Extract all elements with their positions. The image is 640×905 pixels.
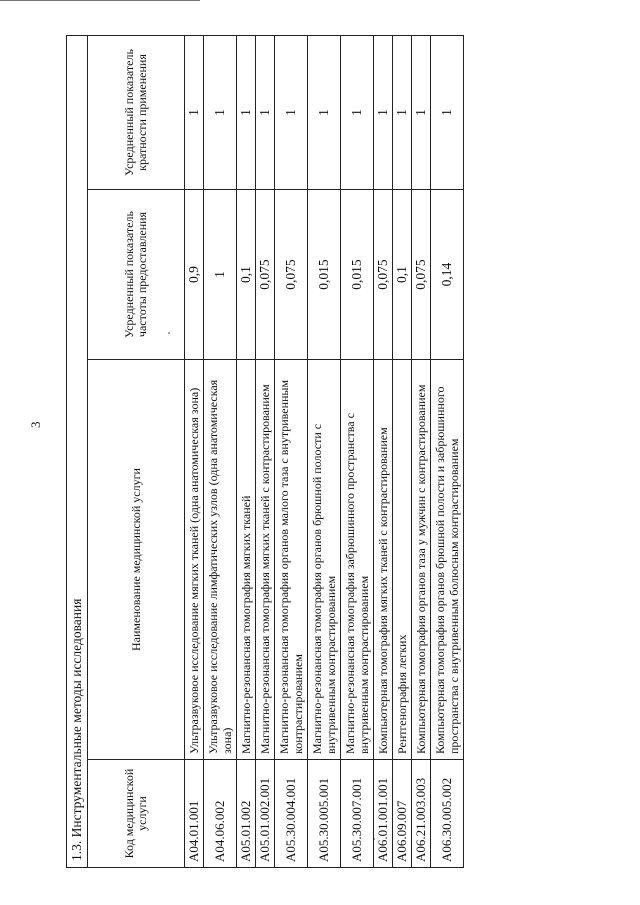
- service-name-cell: Компьютерная томография органов таза у мужчин с контрастированием: [412, 360, 431, 760]
- service-name-cell: Магнитно-резонансная томография забрюшинного пространства с внутривенным контрастированием: [341, 360, 374, 760]
- frequency-cell: 0,1: [393, 190, 412, 360]
- multiplicity-cell: 1: [374, 35, 393, 189]
- table-row: [185, 35, 204, 867]
- table-row: [341, 35, 374, 867]
- multiplicity-cell: 1: [275, 35, 308, 189]
- header-multiplicity: Усредненный показатель кратности применения: [88, 35, 185, 189]
- section-row: [67, 35, 88, 867]
- multiplicity-cell: 1: [431, 35, 464, 189]
- multiplicity-cell: 1: [393, 35, 412, 189]
- table-row: [412, 35, 431, 867]
- multiplicity-cell: 1: [256, 35, 275, 189]
- header-row: [88, 35, 185, 867]
- frequency-cell: 0,075: [275, 190, 308, 360]
- table-row: [374, 35, 393, 867]
- service-code-cell: A06.01.001.001: [374, 760, 393, 868]
- service-code-cell: A05.30.004.001: [275, 760, 308, 868]
- service-name-cell: Ультразвуковое исследование лимфатических узлов (одна анатомическая зона): [204, 360, 237, 760]
- service-code-cell: A06.21.003.003: [412, 760, 431, 868]
- rotated-page-content: [66, 36, 596, 868]
- frequency-cell: 1: [204, 190, 237, 360]
- multiplicity-cell: 1: [237, 35, 256, 189]
- top-rule: [0, 0, 200, 1]
- frequency-cell: 0,015: [341, 190, 374, 360]
- multiplicity-cell: 1: [185, 35, 204, 189]
- table-row: [204, 35, 237, 867]
- service-name-cell: Ультразвуковое исследование мягких тканей (одна анатомическая зона): [185, 360, 204, 760]
- service-name-cell: Компьютерная томография органов брюшной полости и забрюшинного пространства с внутривенным болюсным контрастированием: [431, 360, 464, 760]
- service-name-cell: Магнитно-резонансная томография мягких тканей с контрастированием: [256, 360, 275, 760]
- section-title: 1.3. Инструментальные методы исследования: [67, 35, 88, 867]
- frequency-cell: 0,075: [256, 190, 275, 360]
- service-name-cell: Магнитно-резонансная томография мягких тканей: [237, 360, 256, 760]
- service-name-cell: Магнитно-резонансная томография органов малого таза с внутривенным контрастированием: [275, 360, 308, 760]
- header-frequency: Усредненный показатель частоты предоставления: [88, 190, 185, 360]
- frequency-cell: 0,9: [185, 190, 204, 360]
- service-name-cell: Рентгенография легких: [393, 360, 412, 760]
- header-code: Код медицинской услуги: [88, 760, 185, 868]
- table-row: [431, 35, 464, 867]
- frequency-cell: 0,075: [374, 190, 393, 360]
- multiplicity-cell: 1: [412, 35, 431, 189]
- service-name-cell: Компьютерная томография мягких тканей с контрастированием: [374, 360, 393, 760]
- multiplicity-cell: 1: [341, 35, 374, 189]
- frequency-cell: 0,1: [237, 190, 256, 360]
- service-code-cell: A05.01.002: [237, 760, 256, 868]
- service-code-cell: A05.30.007.001: [341, 760, 374, 868]
- service-code-cell: A04.06.002: [204, 760, 237, 868]
- page-number: 3: [28, 421, 43, 428]
- service-code-cell: A05.01.002.001: [256, 760, 275, 868]
- service-code-cell: A06.30.005.002: [431, 760, 464, 868]
- frequency-cell: 0,075: [412, 190, 431, 360]
- frequency-cell: 0,015: [308, 190, 341, 360]
- service-code-cell: A04.01.001: [185, 760, 204, 868]
- frequency-cell: 0,14: [431, 190, 464, 360]
- table-row: [256, 35, 275, 867]
- service-name-cell: Магнитно-резонансная томография органов брюшной полости с внутривенным контрастированием: [308, 360, 341, 760]
- services-table: [66, 35, 464, 868]
- multiplicity-cell: 1: [308, 35, 341, 189]
- table-row: [393, 35, 412, 867]
- service-code-cell: A05.30.005.001: [308, 760, 341, 868]
- table-row: [275, 35, 308, 867]
- multiplicity-cell: 1: [204, 35, 237, 189]
- header-name: Наименование медицинской услуги: [88, 360, 185, 760]
- table-row: [308, 35, 341, 867]
- table-row: [237, 35, 256, 867]
- service-code-cell: A06.09.007: [393, 760, 412, 868]
